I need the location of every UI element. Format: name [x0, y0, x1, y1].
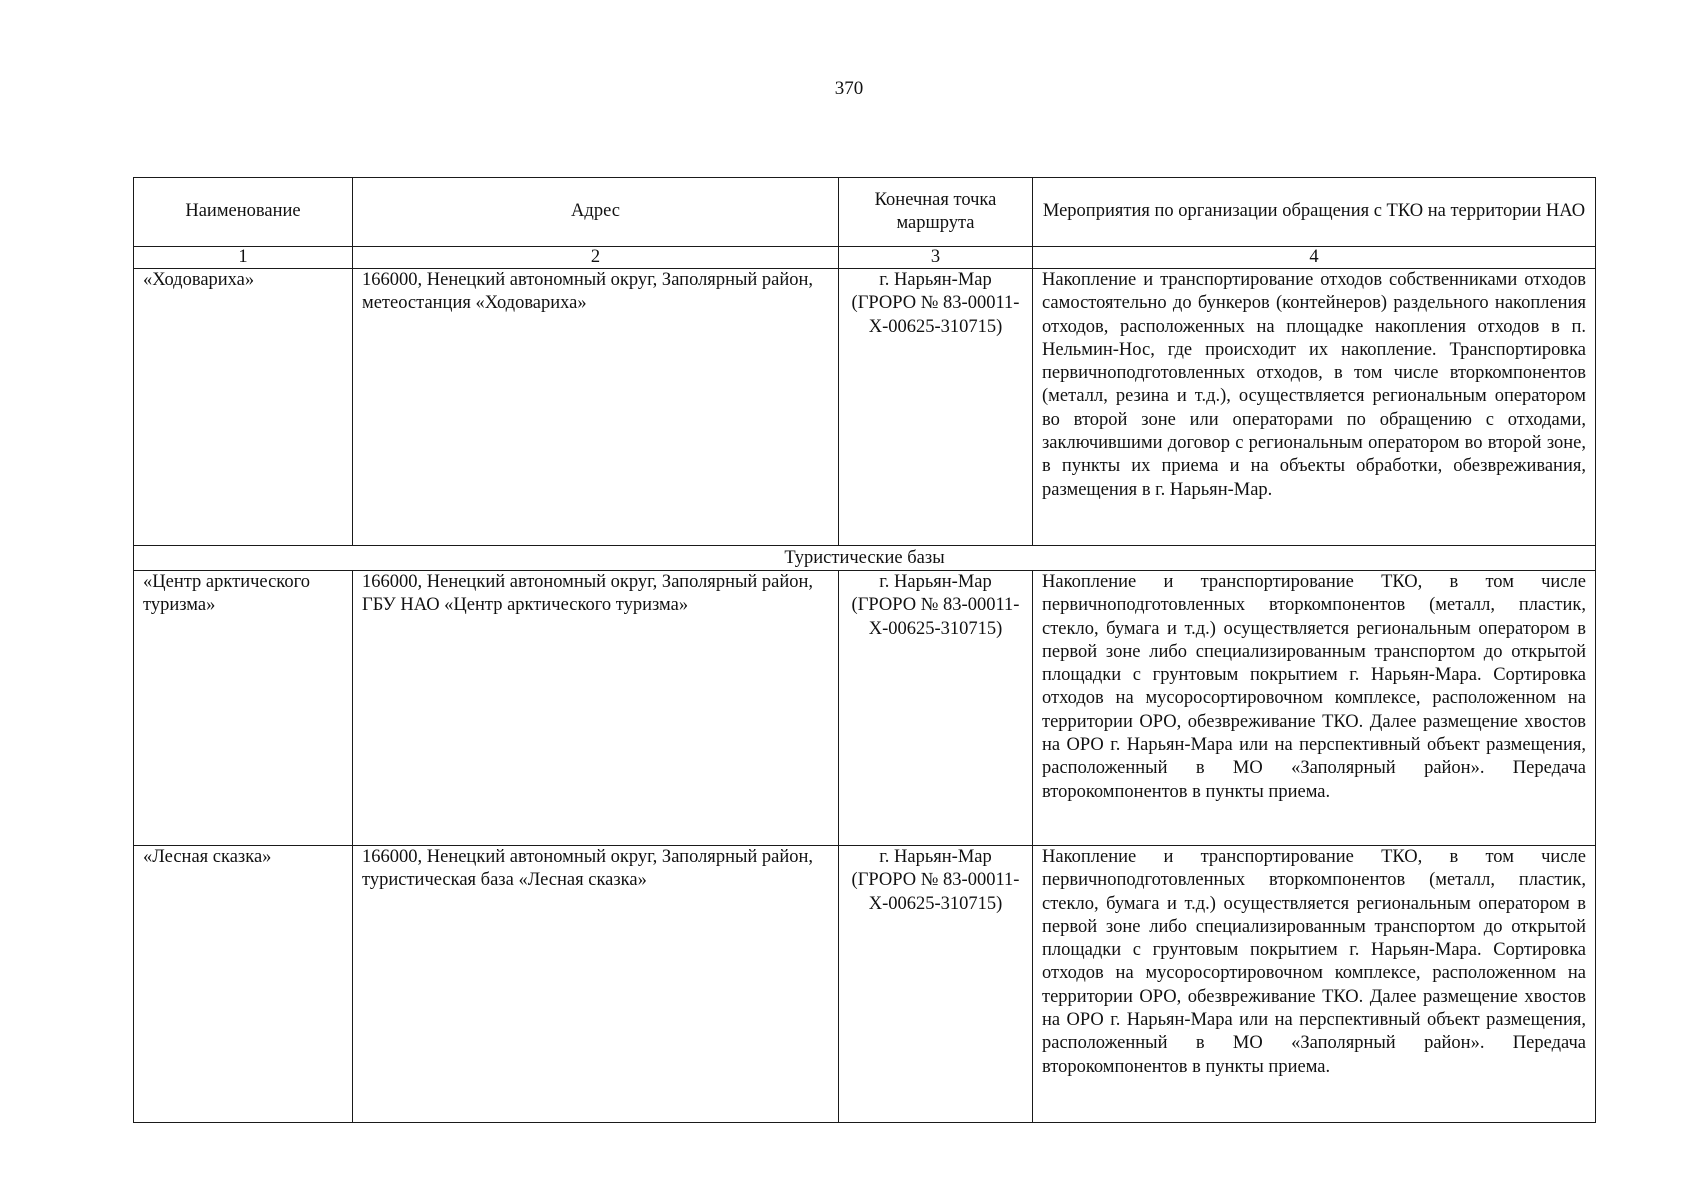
row-endpoint: г. Нарьян-Мар (ГРОРО № 83-00011-Х-00625-310715)	[839, 269, 1033, 546]
column-index-row	[134, 247, 1596, 269]
section-row	[134, 546, 1596, 571]
row-measures: Накопление и транспортирование ТКО, в том числе первичноподготовленных вторкомпонентов (металл, пластик, стекло, бумага и т.д.) осуществляется региональным оператором в первой зоне либо специализированным транспортом до открытой площадки с грунтовым покрытием г. Нарьян-Мара. Сортировка отходов на мусоросортировочном комплексе, расположенном на территории ОРО, обезвреживание ТКО. Далее размещение хвостов на ОРО г. Нарьян-Мара или на перспективный объект размещения, расположенный в МО «Заполярный район». Передача второкомпонентов в пункты приема.	[1033, 846, 1596, 1123]
row-measures: Накопление и транспортирование отходов собственниками отходов самостоятельно до бункеров (контейнеров) раздельного накопления отходов, расположенных на площадке накопления отходов в п. Нельмин-Нос, где происходит их накопление. Транспортировка первичноподготовленных отходов, в том числе вторкомпонентов (металл, резина и т.д.), осуществляется региональным оператором во второй зоне или операторами по обращению с отходами, заключившими договор с региональным оператором во второй зоне, в пункты их приема и на объекты обработки, обезвреживания, размещения в г. Нарьян-Мар.	[1033, 269, 1596, 546]
row-name: «Лесная сказка»	[134, 846, 353, 1123]
row-endpoint: г. Нарьян-Мар (ГРОРО № 83-00011-Х-00625-310715)	[839, 846, 1033, 1123]
row-name: «Центр арктического туризма»	[134, 571, 353, 846]
table-row	[134, 269, 1596, 546]
section-title: Туристические базы	[134, 546, 1596, 571]
row-address: 166000, Ненецкий автономный округ, Заполярный район, метеостанция «Ходовариха»	[353, 269, 839, 546]
header-name: Наименование	[134, 178, 353, 247]
header-address: Адрес	[353, 178, 839, 247]
table-header-row	[134, 178, 1596, 247]
row-name: «Ходовариха»	[134, 269, 353, 546]
column-index: 1	[134, 247, 353, 269]
header-endpoint: Конечная точка маршрута	[839, 178, 1033, 247]
page-number: 370	[834, 78, 864, 99]
row-endpoint: г. Нарьян-Мар (ГРОРО № 83-00011-Х-00625-310715)	[839, 571, 1033, 846]
column-index: 2	[353, 247, 839, 269]
column-index: 3	[839, 247, 1033, 269]
waste-management-table	[133, 177, 1596, 1123]
table-row	[134, 571, 1596, 846]
column-index: 4	[1033, 247, 1596, 269]
row-measures: Накопление и транспортирование ТКО, в том числе первичноподготовленных вторкомпонентов (металл, пластик, стекло, бумага и т.д.) осуществляется региональным оператором в первой зоне либо специализированным транспортом до открытой площадки с грунтовым покрытием г. Нарьян-Мара. Сортировка отходов на мусоросортировочном комплексе, расположенном на территории ОРО, обезвреживание ТКО. Далее размещение хвостов на ОРО г. Нарьян-Мара или на перспективный объект размещения, расположенный в МО «Заполярный район». Передача второкомпонентов в пункты приема.	[1033, 571, 1596, 846]
row-address: 166000, Ненецкий автономный округ, Заполярный район, туристическая база «Лесная сказка»	[353, 846, 839, 1123]
header-measures: Мероприятия по организации обращения с ТКО на территории НАО	[1033, 178, 1596, 247]
table-row	[134, 846, 1596, 1123]
row-address: 166000, Ненецкий автономный округ, Заполярный район, ГБУ НАО «Центр арктического туризма»	[353, 571, 839, 846]
